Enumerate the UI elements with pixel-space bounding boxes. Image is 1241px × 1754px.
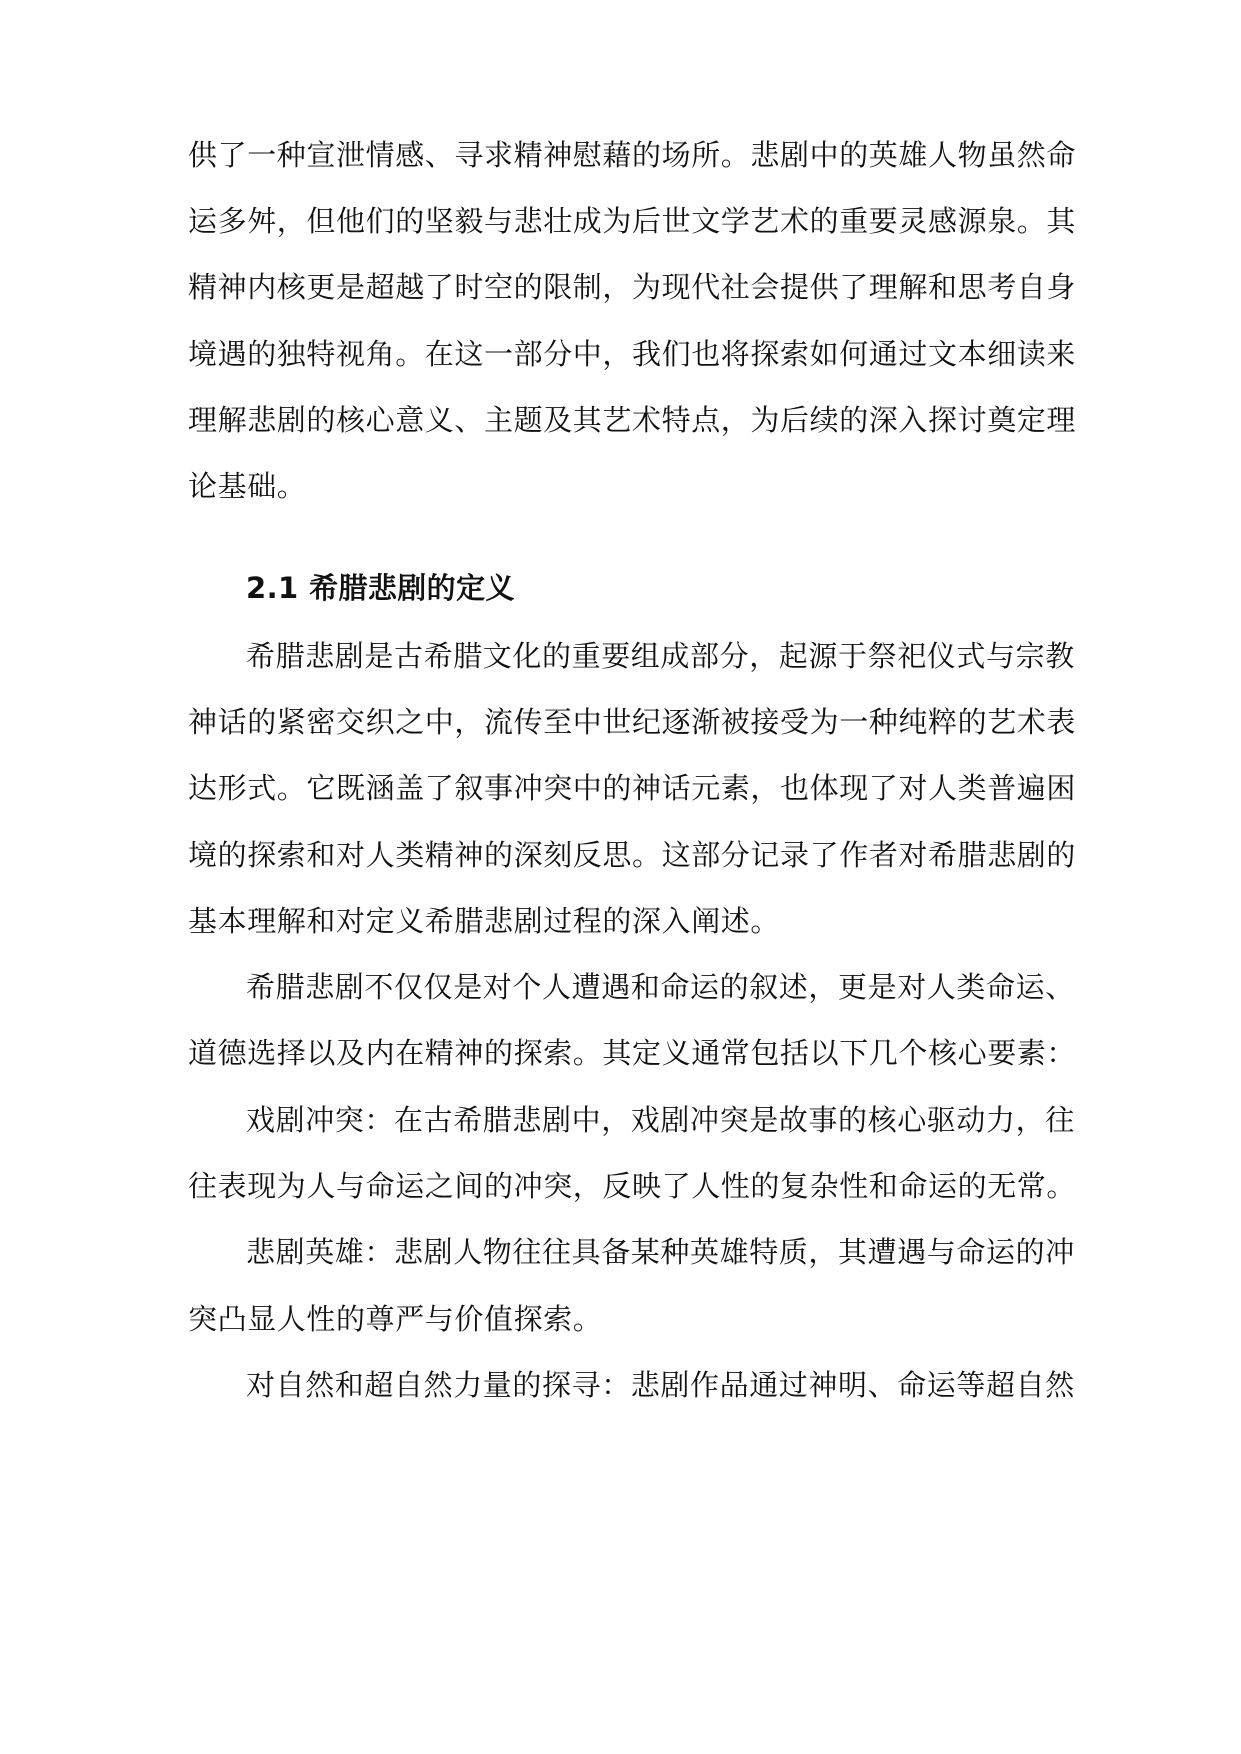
paragraph-line: 精神内核更是超越了时空的限制，为现代社会提供了理解和思考自身 — [188, 270, 1077, 304]
paragraph-line: 运多舛，但他们的坚毅与悲壮成为后世文学艺术的重要灵感源泉。其 — [188, 204, 1077, 238]
paragraph-line: 境的探索和对人类精神的深刻反思。这部分记录了作者对希腊悲剧的 — [188, 838, 1077, 872]
paragraph-line: 理解悲剧的核心意义、主题及其艺术特点，为后续的深入探讨奠定理 — [188, 403, 1077, 437]
paragraph-line: 希腊悲剧不仅仅是对个人遭遇和命运的叙述，更是对人类命运、 — [246, 970, 1075, 1004]
paragraph-line: 达形式。它既涵盖了叙事冲突中的神话元素，也体现了对人类普遍困 — [188, 771, 1077, 805]
paragraph-line: 戏剧冲突：在古希腊悲剧中，戏剧冲突是故事的核心驱动力，往 — [246, 1103, 1075, 1137]
paragraph-line: 道德选择以及内在精神的探索。其定义通常包括以下几个核心要素： — [188, 1036, 1077, 1070]
paragraph-line: 论基础。 — [188, 469, 307, 503]
paragraph-line: 神话的紧密交织之中，流传至中世纪逐渐被接受为一种纯粹的艺术表 — [188, 705, 1077, 739]
paragraph-line: 突凸显人性的尊严与价值探索。 — [188, 1302, 603, 1336]
paragraph-line: 基本理解和对定义希腊悲剧过程的深入阐述。 — [188, 904, 781, 938]
paragraph-line: 对自然和超自然力量的探寻：悲剧作品通过神明、命运等超自然 — [246, 1368, 1075, 1402]
paragraph-line: 希腊悲剧是古希腊文化的重要组成部分，起源于祭祀仪式与宗教 — [246, 639, 1075, 673]
paragraph-line: 境遇的独特视角。在这一部分中，我们也将探索如何通过文本细读来 — [188, 337, 1077, 371]
section-heading: 2.1 希腊悲剧的定义 — [246, 571, 515, 605]
paragraph-line: 悲剧英雄：悲剧人物往往具备某种英雄特质，其遭遇与命运的冲 — [246, 1235, 1075, 1269]
paragraph-line: 往表现为人与命运之间的冲突，反映了人性的复杂性和命运的无常。 — [188, 1169, 1077, 1203]
paragraph-line: 供了一种宣泄情感、寻求精神慰藉的场所。悲剧中的英雄人物虽然命 — [188, 138, 1077, 172]
